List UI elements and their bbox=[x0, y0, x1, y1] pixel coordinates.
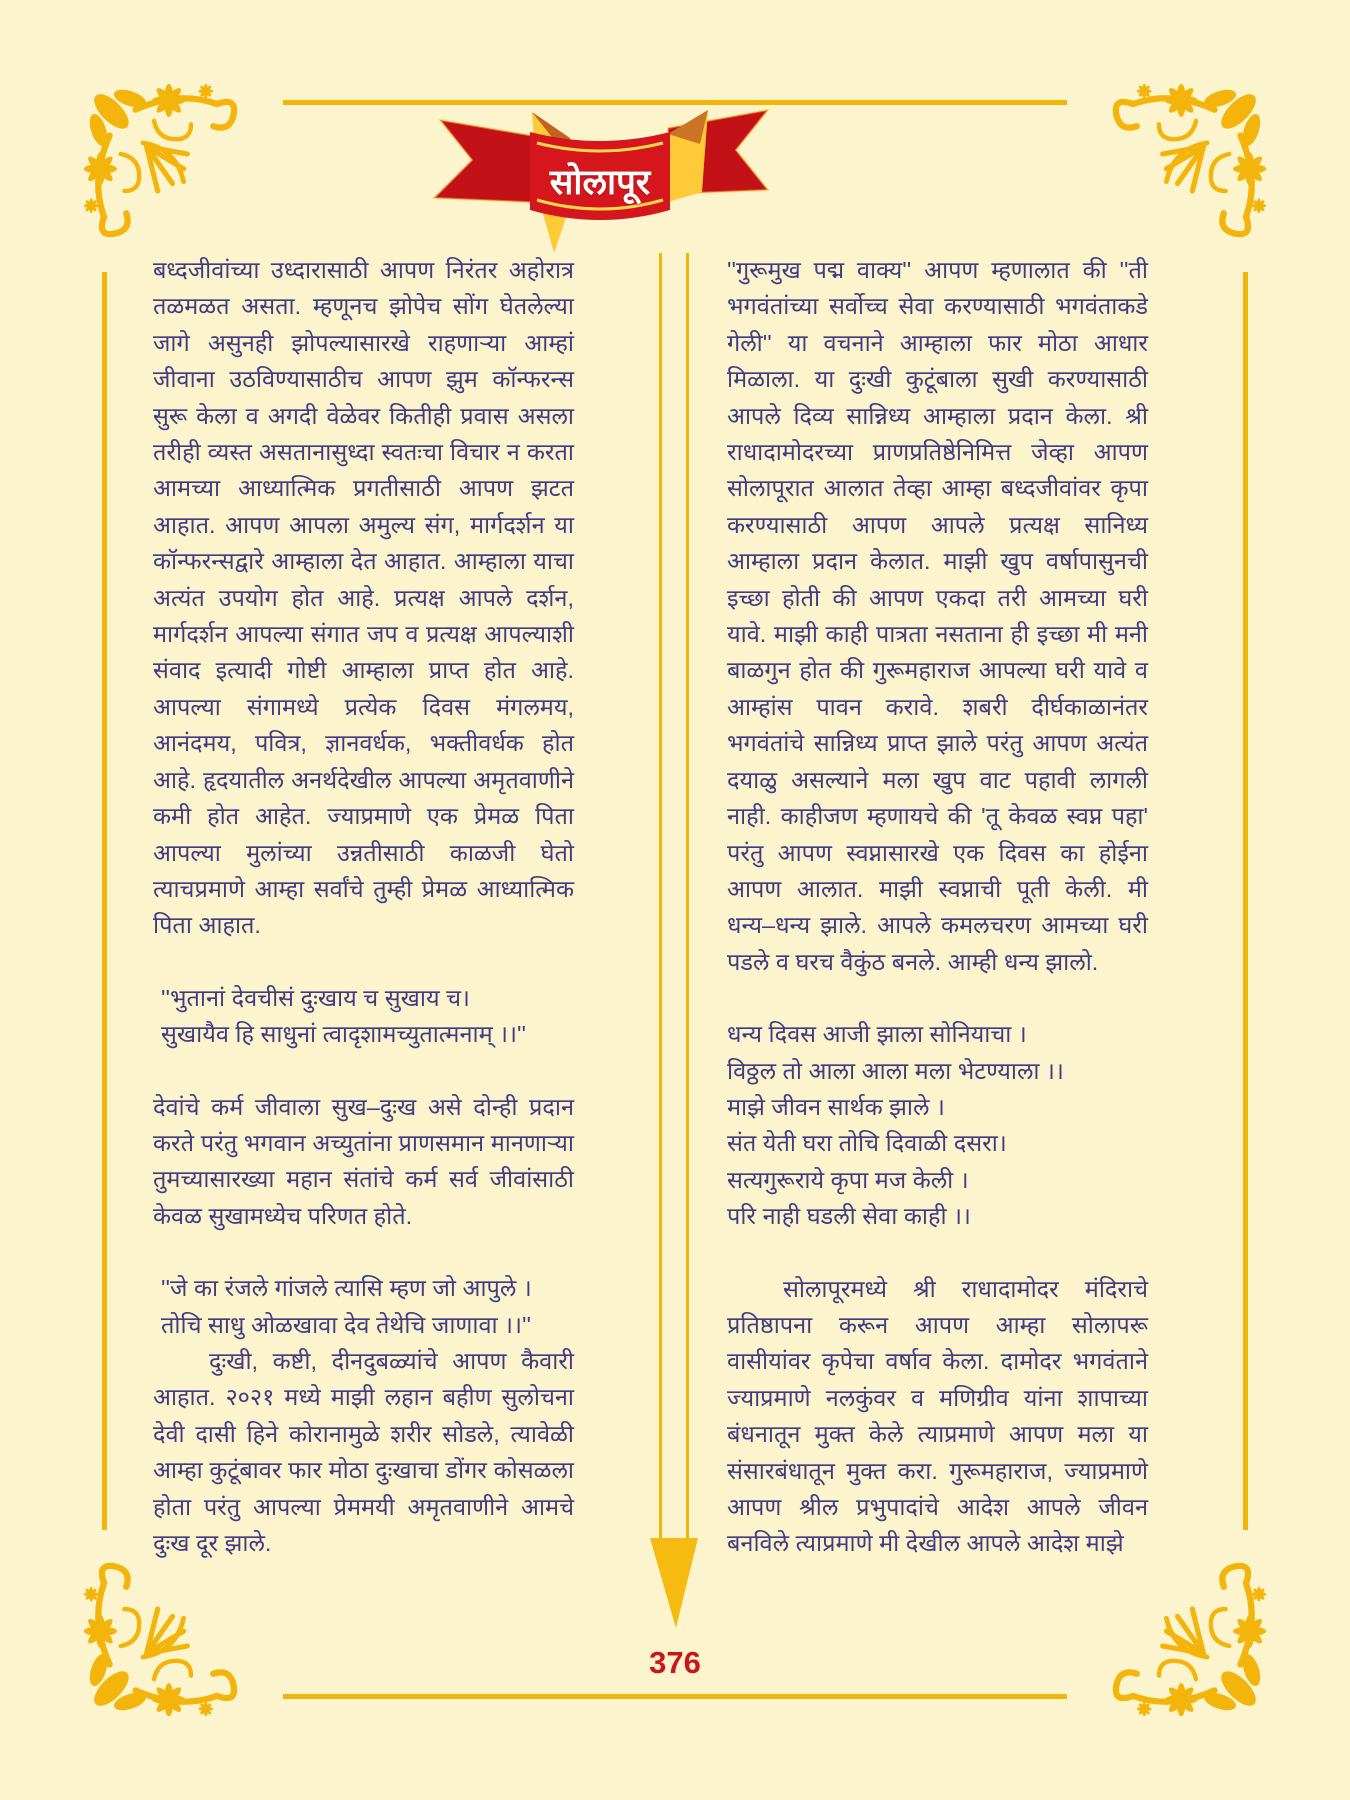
poem-line: माझे जीवन सार्थक झाले । bbox=[727, 1093, 945, 1120]
corner-ornament-bottom-right-icon bbox=[1085, 1535, 1270, 1720]
column-divider-line-right bbox=[686, 253, 689, 1540]
page-number: 376 bbox=[649, 1645, 701, 1680]
right-poem bbox=[727, 1016, 1148, 1234]
verse-line: ''भुतानां देवचीसं दुःखाय च सुखाय च। bbox=[161, 984, 470, 1011]
right-column bbox=[727, 252, 1148, 1562]
left-column bbox=[153, 252, 574, 1561]
poem-line: सत्यगुरूराये कृपा मज केली । bbox=[727, 1166, 969, 1193]
corner-ornament-top-left-icon bbox=[80, 80, 265, 265]
left-verse-2 bbox=[153, 1270, 574, 1343]
poem-line: संत येती घरा तोचि दिवाळी दसरा। bbox=[727, 1130, 1007, 1157]
verse-line: सुखायैव हि साधुनां त्वादृशामच्युतात्मनाम् ।।'' bbox=[161, 1021, 526, 1048]
page-title: सोलापूर bbox=[549, 163, 651, 202]
divider-drop-icon bbox=[650, 1538, 698, 1628]
left-paragraph-3: दुःखी, कष्टी, दीनदुबळ्यांचे आपण कैवारी आहात. २०२१ मध्ये माझी लहान बहीण सुलोचना देवी दासी हिने कोरानामुळे शरीर सोडले, त्यावेळी आम्हा कुटूंबावर फार मोठा दुःखाचा डोंगर कोसळला होता परंतु आपल्या प्रेममयी अमृतवाणीने आमचे दुःख दूर झाले. bbox=[153, 1347, 574, 1556]
frame-border-left bbox=[102, 272, 107, 1530]
frame-border-bottom bbox=[283, 1694, 1067, 1699]
right-paragraph-2: सोलापूरमध्ये श्री राधादामोदर मंदिराचे प्रतिष्ठापना करून आपण आम्हा सोलापरू वासीयांवर कृपेचा वर्षाव केला. दामोदर भगवंताने ज्याप्रमाणे नलकुंवर व मणिग्रीव यांना शापाच्या बंधनातून मुक्त केले त्याप्रमाणे आपण मला या संसारबंधातून मुक्त करा. गुरूमहाराज, ज्याप्रमाणे आपण श्रील प्रभुपादांचे आदेश आपले जीवन बनविले त्याप्रमाणे मी देखील आपले आदेश माझे bbox=[727, 1275, 1148, 1557]
poem-line: परि नाही घडली सेवा काही ।। bbox=[727, 1203, 971, 1230]
frame-border-right bbox=[1243, 272, 1248, 1530]
poem-line: धन्य दिवस आजी झाला सोनियाचा । bbox=[727, 1021, 1027, 1048]
poem-line: विठ्ठल तो आला आला मला भेटण्याला ।। bbox=[727, 1057, 1064, 1084]
verse-line: ''जे का रंजले गांजले त्यासि म्हण जो आपुले । bbox=[161, 1275, 532, 1302]
left-paragraph-1: बध्दजीवांच्या उध्दारासाठी आपण निरंतर अहोरात्र तळमळत असता. म्हणूनच झोपेच सोंग घेतलेल्या जागे असुनही झोपल्यासारखे राहणाऱ्या आम्हां जीवाना उठविण्यासाठीच आपण झुम कॉन्फरन्स सुरू केला व अगदी वेळेवर कितीही प्रवास असला तरीही व्यस्त असतानासुध्दा स्वतःचा विचार न करता आमच्या आध्यात्मिक प्रगतीसाठी आपण झटत आहात. आपण आपला अमुल्य संग, मार्गदर्शन या कॉन्फरन्सद्वारे आम्हाला देत आहात. आम्हाला याचा अत्यंत उपयोग होत आहे. प्रत्यक्ष आपले दर्शन, मार्गदर्शन आपल्या संगात जप व प्रत्यक्ष आपल्याशी संवाद इत्यादी गोष्टी आम्हाला प्राप्त होत आहे. आपल्या संगामध्ये प्रत्येक दिवस मंगलमय, आनंदमय, पवित्र, ज्ञानवर्धक, भक्तीवर्धक होत आहे. हृदयातील अनर्थदेखील आपल्या अमृतवाणीने कमी होत आहेत. ज्याप्रमाणे एक प्रेमळ पिता आपल्या मुलांच्या उन्नतीसाठी काळजी घेतो त्याचप्रमाणे आम्हा सर्वांचे तुम्ही प्रेमळ आध्यात्मिक पिता आहात. bbox=[153, 257, 574, 939]
title-ribbon bbox=[420, 98, 780, 263]
left-verse-1 bbox=[153, 980, 574, 1053]
corner-ornament-bottom-left-icon bbox=[80, 1535, 265, 1720]
column-divider-line-left bbox=[659, 253, 662, 1540]
corner-ornament-top-right-icon bbox=[1085, 80, 1270, 265]
left-paragraph-2: देवांचे कर्म जीवाला सुख–दुःख असे दोन्ही प्रदान करते परंतु भगवान अच्युतांना प्राणसमान मानणाऱ्या तुमच्यासारख्या महान संतांचे कर्म सर्व जीवांसाठी केवळ सुखामध्येच परिणत होते. bbox=[153, 1093, 574, 1229]
verse-line: तोचि साधु ओळखावा देव तेथेचि जाणावा ।।'' bbox=[161, 1311, 531, 1338]
right-paragraph-1: ''गुरूमुख पद्म वाक्य'' आपण म्हणालात की ''ती भगवंतांच्या सर्वोच्च सेवा करण्यासाठी भगवंताकडे गेली'' या वचनाने आम्हाला फार मोठा आधार मिळाला. या दुःखी कुटूंबाला सुखी करण्यासाठी आपले दिव्य सान्निध्य आम्हाला प्रदान केला. श्री राधादामोदरच्या प्राणप्रतिष्ठेनिमित्त जेव्हा आपण सोलापूरात आलात तेव्हा आम्हा बध्दजीवांवर कृपा करण्यासाठी आपण आपले प्रत्यक्ष सानिध्य आम्हाला प्रदान केलात. माझी खुप वर्षापासुनची इच्छा होती की आपण एकदा तरी आमच्या घरी यावे. माझी काही पात्रता नसताना ही इच्छा मी मनी बाळगुन होत की गुरूमहाराज आपल्या घरी यावे व आम्हांस पावन करावे. शबरी दीर्घकाळानंतर भगवंतांचे सान्निध्य प्राप्त झाले परंतु आपण अत्यंत दयाळु असल्याने मला खुप वाट पहावी लागली नाही. काहीजण म्हणायचे की 'तू केवळ स्वप्न पहा' परंतु आपण स्वप्नासारखे एक दिवस का होईना आपण आलात. माझी स्वप्नाची पूती केली. मी धन्य–धन्य झाले. आपले कमलचरण आमच्या घरी पडले व घरच वैकुंठ बनले. आम्ही धन्य झालो. bbox=[727, 257, 1148, 975]
